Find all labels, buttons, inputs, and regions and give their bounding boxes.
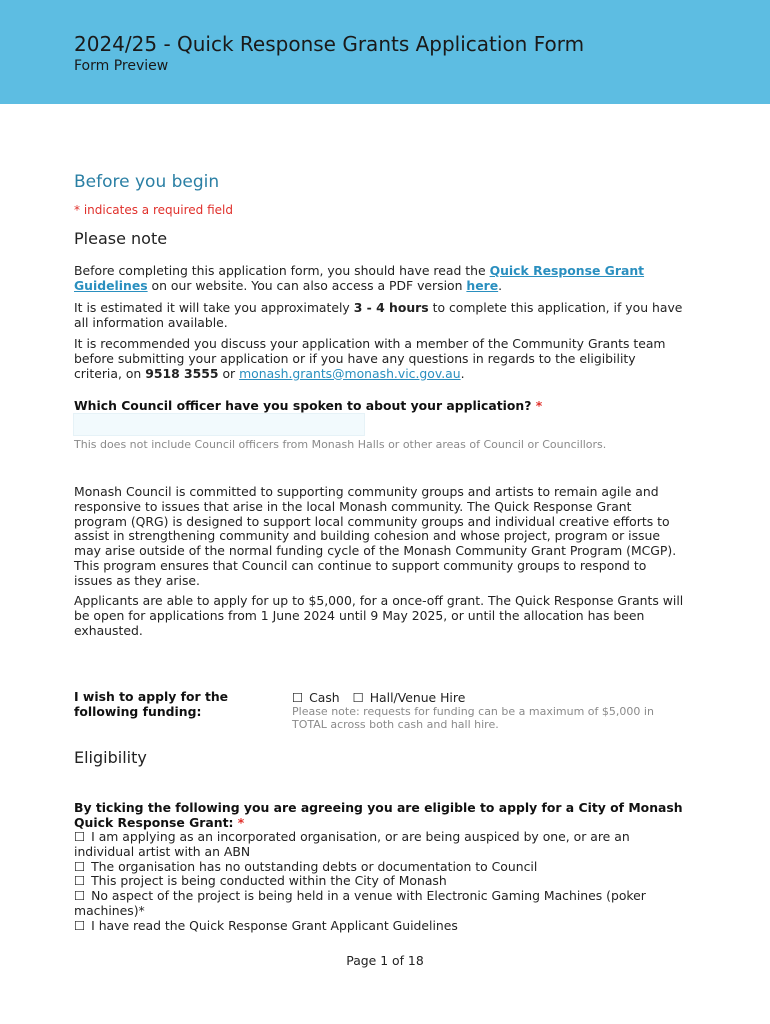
pdf-here-link[interactable]: here: [466, 277, 499, 293]
program-intro-paragraph: Monash Council is committed to supporting community groups and artists to remain agile and responsive to issues that arise in the local Monash community. The Quick Response Grant program (QRG) is designed to support local community groups and individual creative efforts to assist in strengthening community and building cohesion and whose project, program or issue may arise outside of the normal funding cycle of the Monash Community Grant Program (MCGP). This program ensures that Council can continue to support community groups to respond to issues as they arise.: [74, 484, 677, 588]
time-estimate: 3 - 4 hours: [353, 300, 429, 315]
officer-question-label: Which Council officer have you spoken to about your application? *: [74, 398, 543, 413]
time-estimate-paragraph: It is estimated it will take you approximately 3 - 4 hours to complete this application, if you have all information available.: [74, 300, 683, 330]
eligibility-item[interactable]: ☐ The organisation has no outstanding debts or documentation to Council: [74, 858, 538, 874]
page-header: [0, 0, 770, 104]
eligibility-checklist: [74, 830, 684, 934]
cash-option-label[interactable]: Cash: [309, 690, 340, 705]
funding-question-label: I wish to apply for the following funding:: [74, 689, 229, 719]
required-asterisk: *: [237, 814, 245, 830]
grant-amount-paragraph: Applicants are able to apply for up to $5,000, for a once-off grant. The Quick Response Grants will be open for applications from 1 June 2024 until 9 May 2025, or until the allocation has been exhausted.: [74, 593, 684, 638]
guidelines-paragraph: Before completing this application form, you should have read the Quick Response Grant Guidelines on our website. You can also access a PDF version here.: [74, 263, 645, 293]
eligibility-item[interactable]: ☐ I have read the Quick Response Grant Applicant Guidelines: [74, 917, 458, 933]
form-title: 2024/25 - Quick Response Grants Application Form: [74, 32, 585, 56]
eligibility-checkbox[interactable]: ☐: [74, 829, 86, 844]
required-asterisk: *: [535, 398, 543, 413]
officer-hint: This does not include Council officers from Monash Halls or other areas of Council or Councillors.: [74, 438, 607, 451]
eligibility-checkbox[interactable]: ☐: [74, 888, 86, 904]
eligibility-checkbox[interactable]: ☐: [74, 873, 86, 889]
cash-checkbox[interactable]: ☐: [292, 690, 304, 705]
funding-hint: Please note: requests for funding can be a maximum of $5,000 in TOTAL across both cash and hall hire.: [292, 705, 654, 731]
funding-options: [292, 690, 465, 705]
phone-number: 9518 3555: [145, 365, 219, 381]
required-field-note: * indicates a required field: [74, 203, 233, 217]
hall-hire-checkbox[interactable]: ☐: [352, 690, 364, 705]
hall-hire-option-label[interactable]: Hall/Venue Hire: [369, 690, 466, 705]
eligibility-item[interactable]: ☐ This project is being conducted within the City of Monash: [74, 873, 447, 889]
eligibility-item[interactable]: ☐ No aspect of the project is being held in a venue with Electronic Gaming Machines (poker machines)*: [74, 888, 646, 918]
before-you-begin-heading: Before you begin: [74, 172, 220, 192]
officer-name-input[interactable]: [73, 413, 365, 436]
email-link[interactable]: monash.grants@monash.vic.gov.au: [239, 365, 461, 381]
eligibility-item[interactable]: ☐ I am applying as an incorporated organisation, or are being auspiced by one, or are an individual artist with an ABN: [74, 829, 630, 859]
contact-paragraph: It is recommended you discuss your application with a member of the Community Grants team before submitting your application or if you have any questions in regards to the eligibility criteria, on 9518 3555 or monash.grants@monash.vic.gov.au.: [74, 336, 666, 381]
page-number: Page 1 of 18: [346, 953, 424, 968]
eligibility-question-label: By ticking the following you are agreeing you are eligible to apply for a City of Monash Quick Response Grant: *: [74, 800, 683, 830]
eligibility-checkbox[interactable]: ☐: [74, 858, 86, 874]
guidelines-link[interactable]: Quick Response Grant Guidelines: [74, 263, 645, 293]
eligibility-heading: Eligibility: [74, 748, 147, 767]
please-note-heading: Please note: [74, 229, 168, 248]
form-subtitle: Form Preview: [74, 58, 169, 74]
eligibility-checkbox[interactable]: ☐: [74, 917, 86, 933]
